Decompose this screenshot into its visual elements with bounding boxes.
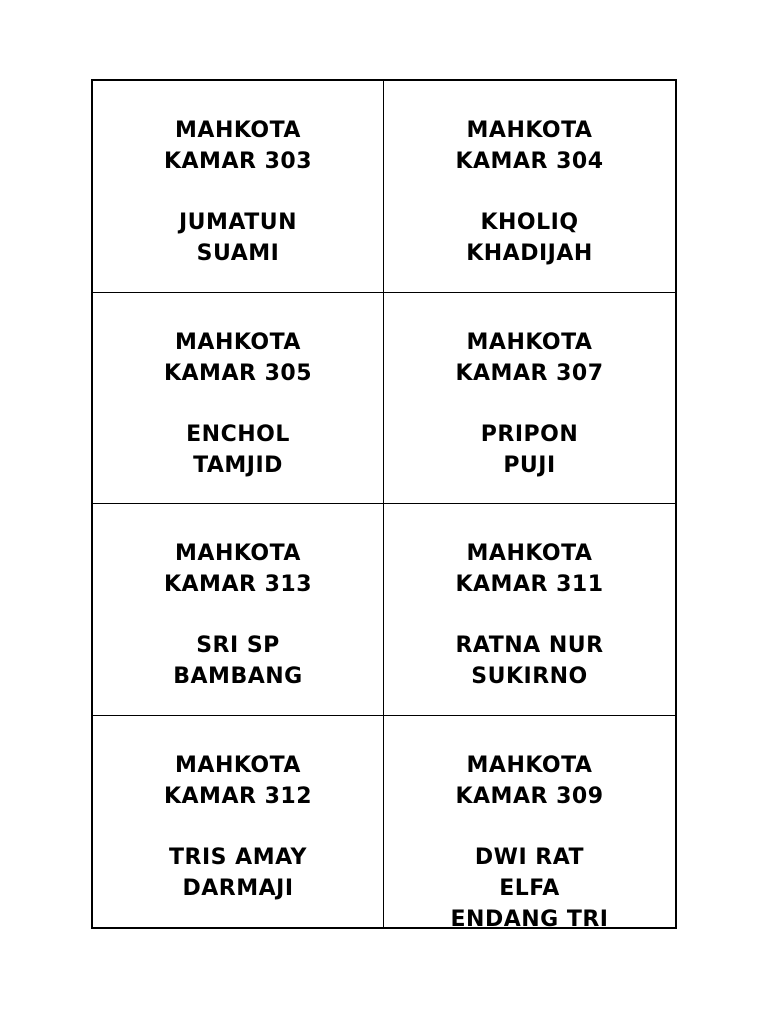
guest-name: BAMBANG xyxy=(173,664,303,689)
room-number: KAMAR 305 xyxy=(163,360,312,386)
guest-name: KHOLIQ xyxy=(480,210,579,235)
room-number: KAMAR 312 xyxy=(163,783,312,809)
room-card-305 xyxy=(93,293,384,505)
hotel-name: MAHKOTA xyxy=(175,329,301,355)
hotel-name: MAHKOTA xyxy=(175,118,301,143)
spacer xyxy=(384,177,675,207)
room-number: KAMAR 307 xyxy=(455,360,604,386)
spacer xyxy=(93,389,383,419)
room-card-content xyxy=(93,115,383,269)
hotel-name: MAHKOTA xyxy=(466,541,593,566)
guest-name: SRI SP xyxy=(196,633,280,658)
room-card-313 xyxy=(93,504,384,716)
room-card-content xyxy=(384,538,675,692)
room-card-content xyxy=(93,750,383,904)
room-card-content xyxy=(93,538,383,692)
room-card-content xyxy=(93,327,383,481)
room-card-311 xyxy=(384,504,675,716)
guest-name: DWI RAT xyxy=(474,844,585,870)
spacer xyxy=(93,812,383,842)
guest-name: ENDANG TRI xyxy=(450,906,609,932)
room-number: KAMAR 313 xyxy=(163,572,312,597)
room-card-content xyxy=(384,327,675,481)
room-number: KAMAR 311 xyxy=(455,572,604,597)
guest-name: SUKIRNO xyxy=(471,664,588,689)
guest-name: TAMJID xyxy=(193,452,283,478)
room-number: KAMAR 303 xyxy=(163,149,312,174)
guest-name: PRIPON xyxy=(480,421,579,447)
room-card-309 xyxy=(384,716,675,932)
spacer xyxy=(384,389,675,419)
room-card-303 xyxy=(93,81,384,293)
guest-name: KHADIJAH xyxy=(466,241,593,266)
room-card-content xyxy=(384,750,675,935)
guest-name: RATNA NUR xyxy=(455,633,604,658)
guest-name: TRIS AMAY xyxy=(169,844,307,870)
room-card-304 xyxy=(384,81,675,293)
guest-name: SUAMI xyxy=(196,241,280,266)
guest-name: PUJI xyxy=(503,452,556,478)
room-card-307 xyxy=(384,293,675,505)
room-card-sheet xyxy=(91,79,677,932)
guest-name: JUMATUN xyxy=(178,210,298,235)
room-number: KAMAR 309 xyxy=(455,783,604,809)
spacer xyxy=(93,177,383,207)
guest-name: DARMAJI xyxy=(182,875,294,901)
hotel-name: MAHKOTA xyxy=(466,329,593,355)
hotel-name: MAHKOTA xyxy=(466,118,593,143)
room-number: KAMAR 304 xyxy=(455,149,604,174)
spacer xyxy=(384,812,675,842)
hotel-name: MAHKOTA xyxy=(466,752,593,778)
guest-name: ELFA xyxy=(499,875,560,901)
hotel-name: MAHKOTA xyxy=(175,752,301,778)
spacer xyxy=(384,600,675,630)
guest-name: ENCHOL xyxy=(186,421,290,447)
room-card-content xyxy=(384,115,675,269)
room-card-312 xyxy=(93,716,384,928)
spacer xyxy=(93,600,383,630)
hotel-name: MAHKOTA xyxy=(175,541,301,566)
